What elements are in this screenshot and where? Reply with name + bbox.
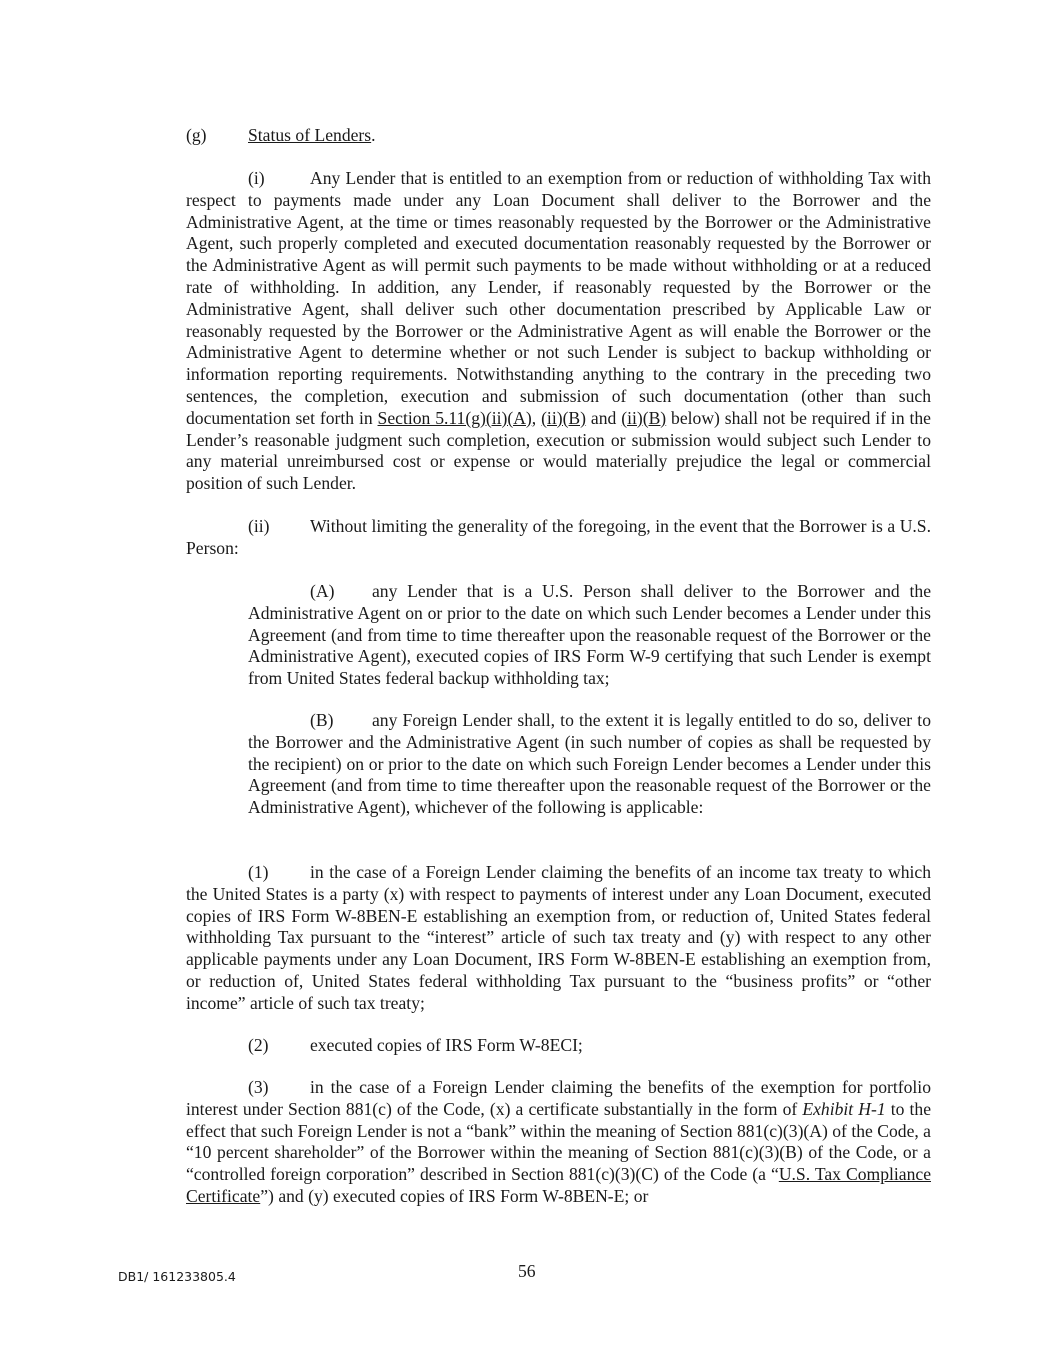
paragraph-i-label: (i): [248, 168, 265, 188]
paragraph-ii-label: (ii): [248, 516, 270, 536]
paragraph-1-label: (1): [248, 862, 269, 882]
paragraph-3-text-after: ”) and (y) executed copies of IRS Form W-8BEN-E; or: [260, 1185, 649, 1206]
defined-term: U.S. Tax Compliance Certificate: [186, 1164, 931, 1206]
paragraph-3-text-before: in the case of a Foreign Lender claiming the benefits of the exemption for portfolio interest under Section 881(c) of the Code, (x) a certificate substantially in the form of: [186, 1077, 931, 1119]
paragraph-A: [248, 581, 931, 690]
page-number: 56: [518, 1261, 536, 1281]
section-ref-3: (ii)(B): [621, 407, 667, 428]
paragraph-1-text: in the case of a Foreign Lender claiming the benefits of an income tax treaty to which the United States is a party (x) with respect to payments of interest under any Loan Document, executed copies of IRS Form W-8BEN-E establishing an exemption from, or reduction of, United States federal withholding Tax pursuant to the “interest” article of such tax treaty and (y) with respect to any other applicable payments under any Loan Document, IRS Form W-8BEN-E establishing an exemption from, or reduction of, United States federal withholding Tax pursuant to the “business profits” or “other income” article of such tax treaty;: [186, 862, 931, 1013]
paragraph-2-text: executed copies of IRS Form W-8ECI;: [310, 1035, 583, 1055]
paragraph-ii: [186, 516, 931, 560]
paragraph-2: [186, 1035, 931, 1057]
document-id: DB1/ 161233805.4: [118, 1269, 236, 1284]
exhibit-reference: Exhibit H-1: [802, 1098, 886, 1119]
paragraph-i: [186, 168, 931, 495]
section-g-label: (g): [186, 125, 207, 145]
paragraph-i-text-after: below) shall not be required if in the Lender’s reasonable judgment such completion, execution or submission would subject such Lender to any material unreimbursed cost or expense or would materially prejudice the legal or commercial position of such Lender.: [186, 407, 931, 494]
section-g-title: Status of Lenders: [248, 125, 372, 145]
paragraph-A-text: any Lender that is a U.S. Person shall deliver to the Borrower and the Administrative Agent on or prior to the date on which such Lender becomes a Lender under this Agreement (and from time to time thereafter upon the reasonable request of the Borrower or the Administrative Agent), executed copies of IRS Form W-9 certifying that such Lender is exempt from United States federal backup withholding tax;: [248, 581, 931, 689]
section-ref-2: (ii)(B): [541, 407, 587, 428]
paragraph-ii-text: Without limiting the generality of the foregoing, in the event that the Borrower is a U.S. Person:: [186, 516, 931, 558]
paragraph-3-label: (3): [248, 1077, 269, 1097]
paragraph-A-label: (A): [310, 581, 335, 601]
paragraph-1: [186, 862, 931, 1015]
paragraph-i-sep-2: and: [586, 407, 622, 428]
paragraph-3-text-mid: to the effect that such Foreign Lender is not a “bank” within the meaning of Section 881(c)(3)(A) of the Code, a “10 percent shareholder” of the Borrower within the meaning of Section 881(c)(3)(B) of the Code, or a “controlled foreign corporation” described in Section 881(c)(3)(C) of the Code (a “: [186, 1098, 932, 1185]
paragraph-i-text-before: Any Lender that is entitled to an exemption from or reduction of withholding Tax with respect to payments made under any Loan Document shall deliver to the Borrower and the Administrative Agent, at the time or times reasonably requested by the Borrower or the Administrative Agent, such properly completed and executed documentation reasonably requested by the Borrower or the Administrative Agent as will permit such payments to be made without withholding or at a reduced rate of withholding. In addition, any Lender, if reasonably requested by the Borrower or the Administrative Agent, shall deliver such other documentation prescribed by Applicable Law or reasonably requested by the Borrower or the Administrative Agent as will enable the Borrower or the Administrative Agent to determine whether or not such Lender is subject to backup withholding or information reporting requirements. Notwithstanding anything to the contrary in the preceding two sentences, the completion, execution and submission of such documentation (other than such documentation set forth in: [186, 168, 931, 428]
section-g-heading: [186, 125, 931, 147]
section-g-title-end: .: [371, 125, 376, 145]
paragraph-B-label: (B): [310, 710, 334, 730]
paragraph-B: [248, 710, 931, 819]
paragraph-i-sep-1: ,: [531, 407, 542, 428]
paragraph-B-text: any Foreign Lender shall, to the extent it is legally entitled to do so, deliver to the Borrower and the Administrative Agent (in such number of copies as shall be requested by the recipient) on or prior to the date on which such Foreign Lender becomes a Lender under this Agreement (and from time to time thereafter upon the reasonable request of the Borrower or the Administrative Agent), whichever of the following is applicable:: [248, 710, 931, 818]
paragraph-2-label: (2): [248, 1035, 269, 1055]
section-ref-1: Section 5.11(g)(ii)(A): [377, 407, 532, 428]
paragraph-3: [186, 1077, 931, 1208]
